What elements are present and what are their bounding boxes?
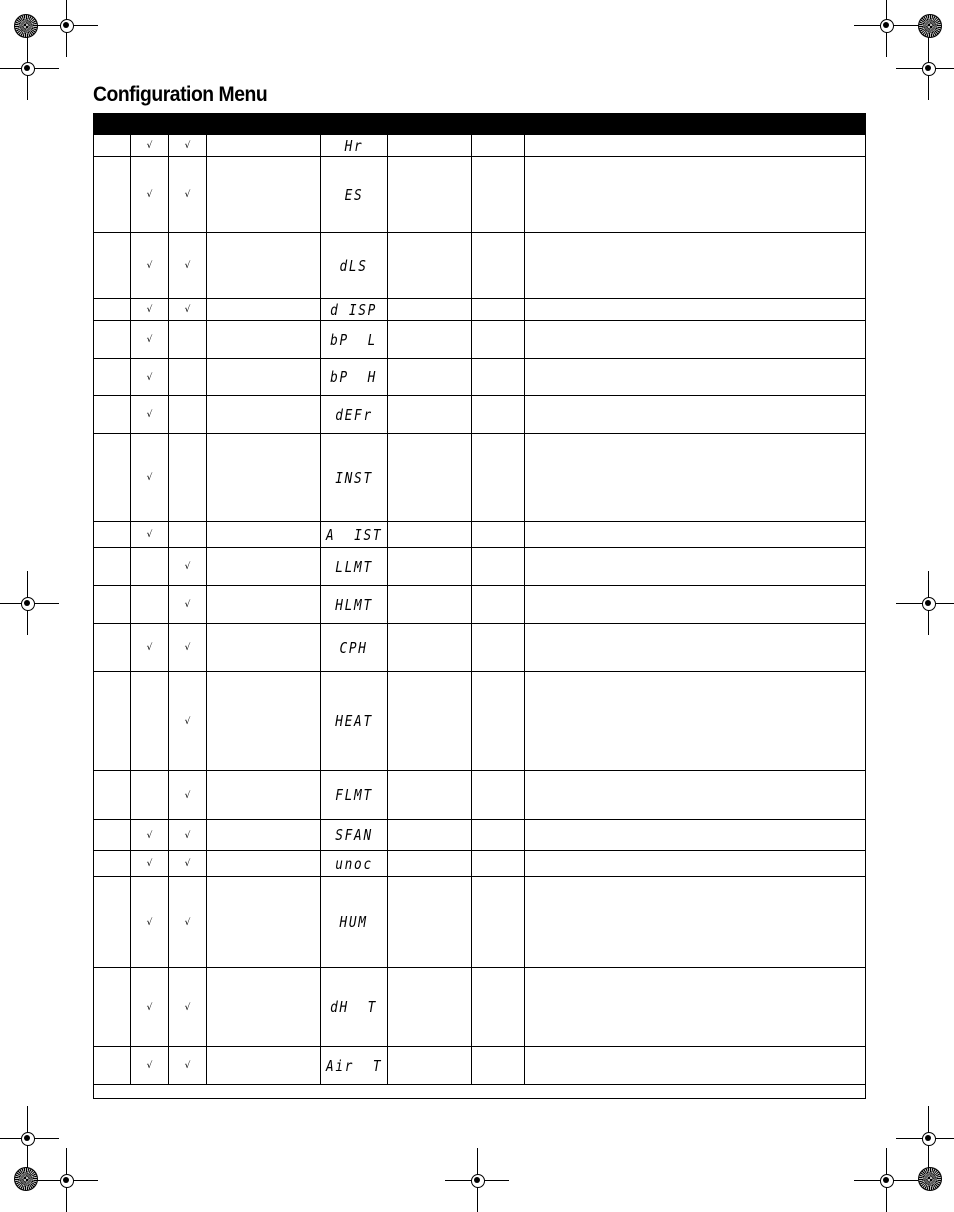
table-cell [525, 233, 866, 299]
check-mark: √ [146, 859, 153, 869]
check-mark: √ [146, 1061, 153, 1071]
registration-dot [925, 600, 931, 606]
check-cell [169, 771, 207, 820]
table-row [94, 233, 866, 299]
table-row [94, 135, 866, 157]
check-mark: √ [184, 1002, 191, 1013]
table-cell [525, 771, 866, 820]
registration-dot [883, 1177, 889, 1183]
display-code-cell [321, 771, 388, 820]
table-cell [472, 586, 525, 624]
check-cell [131, 820, 169, 851]
table-row [94, 624, 866, 672]
check-cell [131, 672, 169, 771]
table-cell [94, 672, 131, 771]
check-mark: √ [184, 305, 191, 315]
check-cell [169, 321, 207, 359]
check-mark: √ [184, 562, 191, 572]
table-cell [388, 157, 472, 233]
check-cell [131, 233, 169, 299]
check-mark: √ [184, 1061, 191, 1071]
display-code-cell [321, 851, 388, 877]
check-cell [131, 434, 169, 522]
table-cell [94, 968, 131, 1047]
table-cell [388, 820, 472, 851]
table-cell [472, 624, 525, 672]
table-cell [207, 851, 321, 877]
display-code-cell [321, 522, 388, 548]
table-cell [388, 233, 472, 299]
table-cell [207, 586, 321, 624]
table-row [94, 1047, 866, 1085]
check-mark: √ [184, 141, 191, 151]
registration-dot [63, 22, 69, 28]
check-mark: √ [146, 1002, 153, 1013]
display-code: Air T [325, 1056, 383, 1075]
table-cell [207, 522, 321, 548]
check-cell [131, 522, 169, 548]
table-cell [207, 359, 321, 396]
table-cell [388, 672, 472, 771]
display-code: dH T [330, 998, 378, 1016]
check-cell [131, 396, 169, 434]
check-cell [169, 135, 207, 157]
table-cell [388, 851, 472, 877]
table-cell [94, 548, 131, 586]
table-cell [94, 877, 131, 968]
table-cell [94, 851, 131, 877]
table-cell [207, 157, 321, 233]
check-cell [169, 1047, 207, 1085]
check-cell [131, 299, 169, 321]
check-cell [131, 877, 169, 968]
check-mark: √ [146, 643, 153, 653]
display-code: INST [335, 468, 373, 487]
check-mark: √ [184, 716, 191, 727]
table-cell [207, 771, 321, 820]
display-code-cell [321, 1047, 388, 1085]
table-cell [388, 968, 472, 1047]
table-cell [94, 522, 131, 548]
display-code: dLS [339, 256, 369, 275]
check-cell [169, 968, 207, 1047]
display-code: LLMT [335, 557, 373, 576]
display-code-cell [321, 548, 388, 586]
table-cell [525, 157, 866, 233]
display-code-cell [321, 877, 388, 968]
table-cell [472, 299, 525, 321]
table-cell [472, 321, 525, 359]
table-row [94, 396, 866, 434]
table-row [94, 359, 866, 396]
check-cell [131, 1047, 169, 1085]
table-cell [207, 233, 321, 299]
table-cell [525, 586, 866, 624]
table-cell [207, 135, 321, 157]
check-cell [169, 233, 207, 299]
display-code-cell [321, 434, 388, 522]
check-cell [131, 548, 169, 586]
table-row [94, 672, 866, 771]
table-cell [472, 233, 525, 299]
check-mark: √ [146, 473, 153, 483]
registration-dot [883, 22, 889, 28]
display-code-cell [321, 586, 388, 624]
check-cell [169, 434, 207, 522]
check-cell [169, 548, 207, 586]
check-mark: √ [184, 830, 191, 841]
display-code: bP L [330, 330, 378, 349]
table-cell [472, 522, 525, 548]
check-cell [169, 396, 207, 434]
check-cell [169, 877, 207, 968]
table-row [94, 299, 866, 321]
check-mark: √ [184, 190, 191, 200]
registration-dot [63, 1177, 69, 1183]
check-mark: √ [146, 335, 153, 345]
table-footer-row [94, 1085, 866, 1099]
table-cell [94, 321, 131, 359]
table-row [94, 877, 866, 968]
table-cell [388, 771, 472, 820]
display-code-cell [321, 157, 388, 233]
check-mark: √ [184, 917, 191, 928]
table-cell [207, 396, 321, 434]
check-cell [131, 135, 169, 157]
check-cell [169, 522, 207, 548]
display-code-cell [321, 968, 388, 1047]
table-row [94, 321, 866, 359]
check-mark: √ [184, 790, 191, 801]
starburst-target-icon [14, 1167, 38, 1191]
check-cell [169, 820, 207, 851]
check-cell [131, 157, 169, 233]
check-mark: √ [146, 305, 153, 315]
check-cell [169, 672, 207, 771]
table-cell [388, 1047, 472, 1085]
check-mark: √ [184, 643, 191, 653]
page-title: Configuration Menu [93, 83, 268, 106]
check-cell [131, 771, 169, 820]
check-cell [131, 321, 169, 359]
table-cell [94, 1047, 131, 1085]
table-cell [94, 233, 131, 299]
configuration-table [93, 113, 866, 1099]
check-mark: √ [146, 917, 153, 928]
check-cell [169, 586, 207, 624]
display-code-cell [321, 624, 388, 672]
check-cell [131, 851, 169, 877]
table-cell [525, 522, 866, 548]
display-code: FLMT [335, 786, 373, 804]
table-row [94, 548, 866, 586]
table-cell [525, 434, 866, 522]
registration-dot [24, 65, 30, 71]
display-code: Hr [344, 136, 364, 155]
check-mark: √ [184, 859, 191, 869]
table-cell [388, 299, 472, 321]
check-mark: √ [146, 141, 153, 151]
display-code-cell [321, 321, 388, 359]
registration-dot [474, 1177, 480, 1183]
check-cell [169, 359, 207, 396]
table-row [94, 434, 866, 522]
display-code: dEFr [335, 405, 373, 424]
table-cell [207, 968, 321, 1047]
table-cell [388, 877, 472, 968]
table-cell [388, 434, 472, 522]
table-cell [525, 624, 866, 672]
check-cell [169, 624, 207, 672]
table-cell [388, 548, 472, 586]
starburst-target-icon [918, 1167, 942, 1191]
table-cell [94, 820, 131, 851]
display-code: HEAT [335, 712, 373, 730]
table-cell [388, 321, 472, 359]
check-mark: √ [146, 190, 153, 200]
display-code: A IST [325, 525, 383, 544]
registration-dot [925, 65, 931, 71]
table-cell [94, 359, 131, 396]
table-row [94, 157, 866, 233]
table-cell [388, 624, 472, 672]
table-cell [388, 586, 472, 624]
table-cell [207, 672, 321, 771]
check-mark: √ [146, 261, 153, 271]
table-cell [472, 135, 525, 157]
display-code: ES [344, 185, 364, 204]
check-mark: √ [184, 600, 191, 610]
check-mark: √ [146, 410, 153, 420]
display-code: d ISP [330, 300, 378, 319]
table-cell [472, 820, 525, 851]
table-cell [388, 522, 472, 548]
registration-dot [24, 600, 30, 606]
check-cell [131, 968, 169, 1047]
table-cell [94, 135, 131, 157]
table-cell [472, 968, 525, 1047]
table-row [94, 586, 866, 624]
display-code-cell [321, 135, 388, 157]
table-cell [525, 396, 866, 434]
table-cell [207, 624, 321, 672]
registration-dot [925, 1135, 931, 1141]
table-cell [388, 396, 472, 434]
check-cell [131, 624, 169, 672]
display-code-cell [321, 233, 388, 299]
display-code-cell [321, 396, 388, 434]
table-cell [388, 135, 472, 157]
table-header-row [94, 114, 866, 135]
table-cell [94, 299, 131, 321]
table-cell [525, 359, 866, 396]
registration-dot [24, 1135, 30, 1141]
table-cell [525, 548, 866, 586]
table-cell [207, 820, 321, 851]
table-cell [207, 548, 321, 586]
check-mark: √ [146, 530, 153, 540]
check-mark: √ [146, 372, 153, 383]
table-cell [525, 299, 866, 321]
display-code: SFAN [335, 826, 373, 844]
table-cell [207, 299, 321, 321]
table-row [94, 522, 866, 548]
table-cell [94, 586, 131, 624]
table-cell [94, 434, 131, 522]
table-row [94, 771, 866, 820]
table-cell [472, 359, 525, 396]
display-code: bP H [330, 368, 378, 386]
display-code: HLMT [335, 595, 373, 614]
table-row [94, 968, 866, 1047]
check-mark: √ [184, 261, 191, 271]
table-cell [207, 1047, 321, 1085]
table-footer-cell [94, 1085, 866, 1099]
check-cell [131, 586, 169, 624]
check-cell [169, 851, 207, 877]
check-cell [169, 299, 207, 321]
table-cell [525, 851, 866, 877]
check-cell [169, 157, 207, 233]
check-cell [131, 359, 169, 396]
table-cell [525, 820, 866, 851]
table-cell [472, 396, 525, 434]
display-code-cell [321, 299, 388, 321]
table-cell [207, 434, 321, 522]
table-cell [94, 396, 131, 434]
table-cell [472, 771, 525, 820]
display-code-cell [321, 820, 388, 851]
table-cell [525, 877, 866, 968]
display-code-cell [321, 672, 388, 771]
starburst-target-icon [14, 14, 38, 38]
display-code-cell [321, 359, 388, 396]
table-cell [472, 672, 525, 771]
display-code: CPH [339, 638, 369, 657]
table-cell [94, 157, 131, 233]
table-cell [207, 321, 321, 359]
table-cell [525, 135, 866, 157]
table-cell [472, 548, 525, 586]
table-cell [525, 672, 866, 771]
table-cell [472, 877, 525, 968]
table-cell [94, 624, 131, 672]
display-code: HUM [339, 913, 369, 931]
table-cell [472, 434, 525, 522]
table-cell [525, 968, 866, 1047]
table-cell [525, 1047, 866, 1085]
table-row [94, 820, 866, 851]
table-cell [388, 359, 472, 396]
table-cell [472, 851, 525, 877]
table-cell [525, 321, 866, 359]
table-cell [472, 157, 525, 233]
table-cell [94, 771, 131, 820]
starburst-target-icon [918, 14, 942, 38]
display-code: unoc [335, 854, 373, 873]
check-mark: √ [146, 830, 153, 841]
table-cell [472, 1047, 525, 1085]
table-cell [207, 877, 321, 968]
table-row [94, 851, 866, 877]
